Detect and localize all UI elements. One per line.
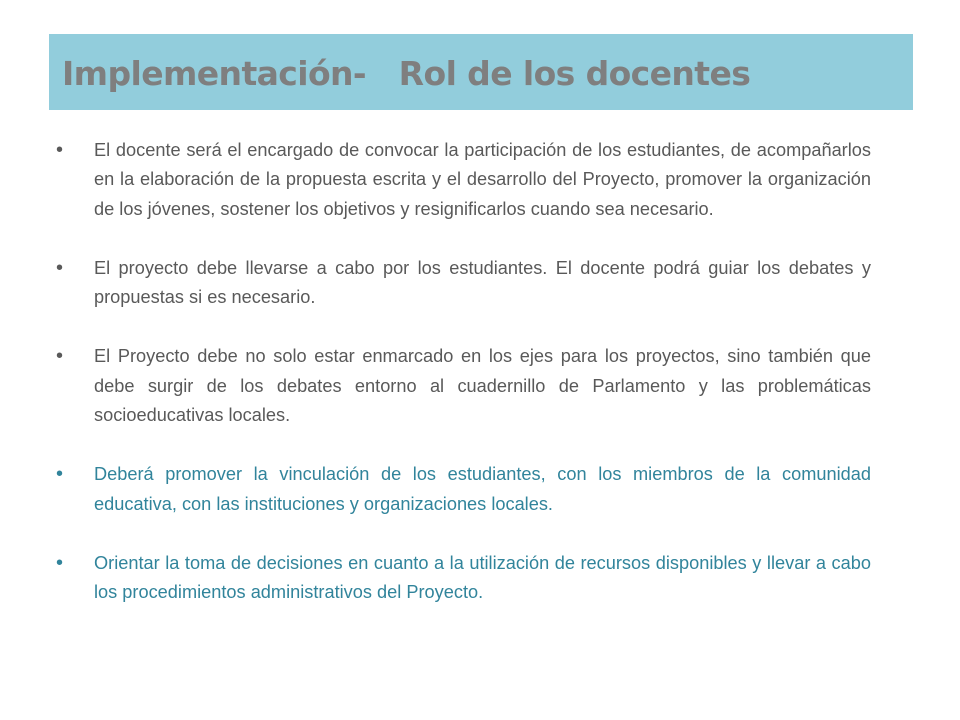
bullet-text: Orientar la toma de decisiones en cuanto a la utilización de recursos disponibles y llevar a cabo los procedimientos administrativos del Proyecto. <box>94 552 871 603</box>
bullet-text: El proyecto debe llevarse a cabo por los estudiantes. El docente podrá guiar los debates y propuestas si es necesario. <box>94 257 871 308</box>
bullet-icon: • <box>56 256 64 279</box>
bullet-text: El docente será el encargado de convocar la participación de los estudiantes, de acompañarlos en la elaboración de la propuesta escrita y el desarrollo del Proyecto, promover la organización de los jóvenes, sostener los objetivos y resignificarlos cuando sea necesario. <box>94 140 871 219</box>
bullet-item <box>56 136 871 224</box>
slide-title: Implementación- Rol de los docentes <box>62 53 751 93</box>
bullet-item <box>56 460 871 519</box>
bullet-icon: • <box>56 139 64 161</box>
bullet-item <box>56 549 871 608</box>
bullet-item <box>56 342 871 430</box>
bullet-list <box>56 136 871 638</box>
bullet-item <box>56 254 871 313</box>
bullet-text: Deberá promover la vinculación de los estudiantes, con los miembros de la comunidad educativa, con las instituciones y organizaciones locales. <box>94 464 871 514</box>
bullet-icon: • <box>56 463 64 486</box>
bullet-text: El Proyecto debe no solo estar enmarcado en los ejes para los proyectos, sino también que debe surgir de los debates entorno al cuadernillo de Parlamento y las problemáticas socioeducativas locales. <box>94 346 871 426</box>
title-bar <box>49 34 913 110</box>
bullet-icon: • <box>56 551 64 574</box>
bullet-icon: • <box>56 345 64 368</box>
